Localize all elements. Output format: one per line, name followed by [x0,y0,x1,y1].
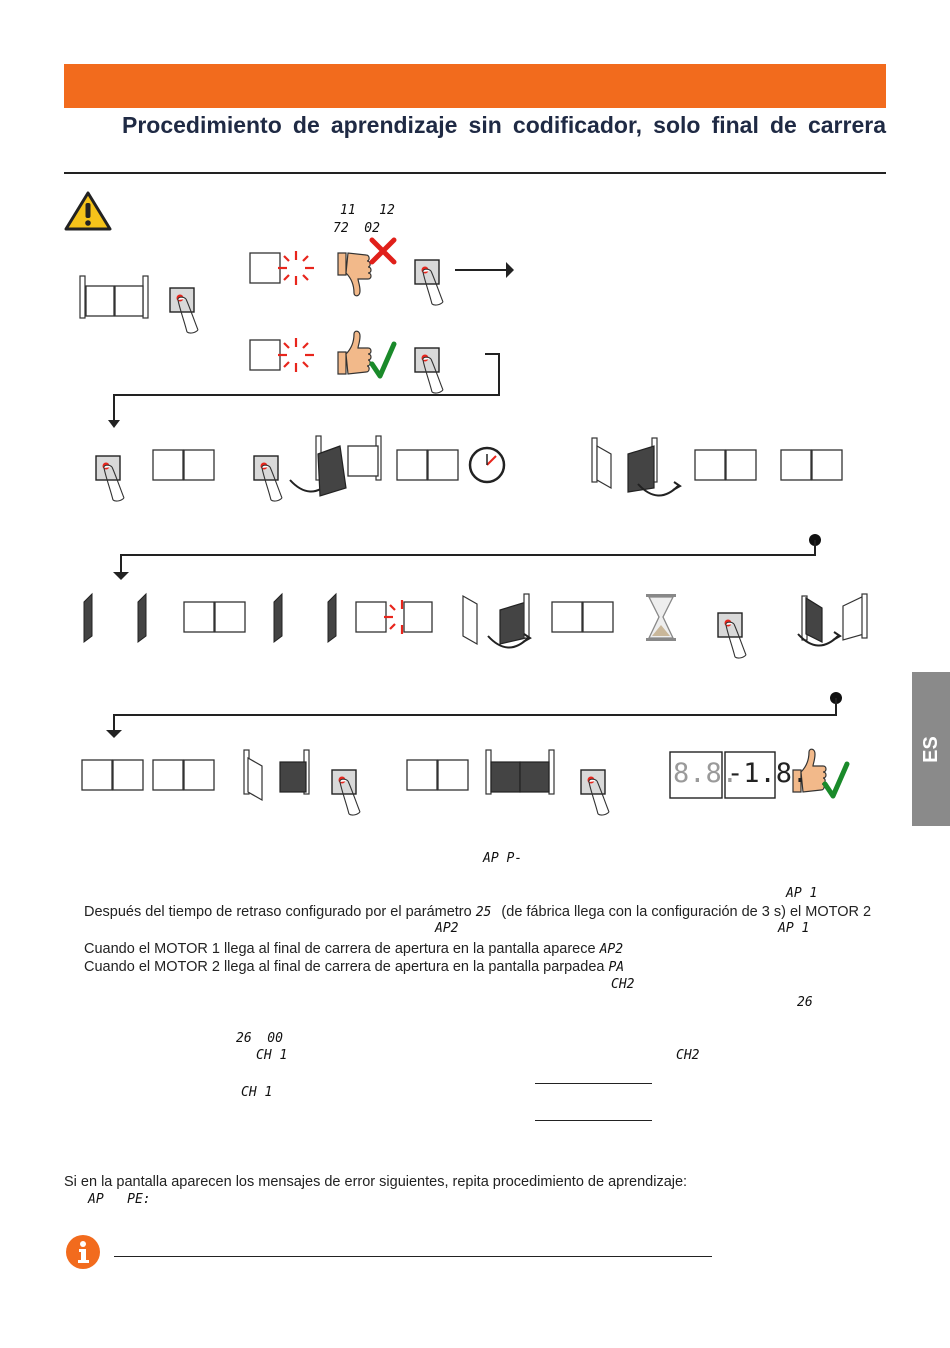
code-26: 26 [797,995,813,1010]
gate-leaf [138,594,146,642]
thumb-down-icon [338,253,371,296]
blink-display [356,600,432,634]
text-line: Cuando el MOTOR 1 llega al final de carrera de apertura en la pantalla aparece AP2 [84,941,624,957]
red-push-button-icon[interactable] [96,456,124,501]
gate-leaf [274,594,282,642]
gate-opening-motor2 [592,438,657,492]
red-push-button-icon[interactable] [254,456,282,501]
underline [535,1120,652,1121]
thumb-up-icon [338,331,371,374]
gate-half-closed [244,750,309,800]
closed-gate [82,760,143,790]
blink-display [250,251,314,285]
code-ap-dash: AP P- [483,851,523,866]
lcd-code: 11 12 [340,203,395,218]
red-cross-icon [372,240,394,262]
code-ch1: CH 1 [241,1085,273,1100]
gate-leaf [84,594,92,642]
gate-opening-motor1 [316,436,381,496]
clock-icon [470,448,504,482]
closed-gate [153,450,214,480]
text-line: Después del tiempo de retraso configurado por el parámetro 25 (de fábrica llega con la configuración de 3 s) el MOTOR 2 [84,904,872,920]
hourglass-icon [646,594,676,641]
closed-gate [80,276,148,318]
red-push-button-icon[interactable] [718,613,746,658]
blink-display [250,338,314,372]
red-push-button-icon[interactable] [415,348,443,393]
closed-gate [153,760,214,790]
gate-leaf [328,594,336,642]
code-ch2: CH2 [676,1048,700,1063]
closed-gate [695,450,756,480]
code-ap1: AP 1 [786,886,818,901]
page-title: Procedimiento de aprendizaje sin codificador, solo final de carrera [122,112,886,138]
closed-gate [184,602,245,632]
error-instructions: Si en la pantalla aparecen los mensajes de error siguientes, repita procedimiento de aprendizaje: [64,1174,688,1190]
gate-closing-motor1 [802,594,867,642]
red-push-button-icon[interactable] [332,770,360,815]
code-ch1: CH 1 [256,1048,288,1063]
closed-gate [552,602,613,632]
lcd-digits-left: 8.8. [673,758,739,789]
green-check-icon [372,344,394,376]
red-push-button-icon[interactable] [415,260,443,305]
red-push-button-icon[interactable] [170,288,198,333]
lcd-digits-right: -1.8. [727,758,809,789]
note-line [114,1256,712,1257]
closed-gate [407,760,468,790]
code-ap1: AP 1 [778,921,810,936]
code-26-00: 26 00 [236,1031,283,1046]
underline [535,1083,652,1084]
code-ap-pe: AP PE: [88,1192,151,1207]
green-check-icon [825,764,847,796]
red-push-button-icon[interactable] [581,770,609,815]
info-circle-icon [64,1233,102,1271]
language-tab[interactable]: ES [912,672,950,826]
closed-gate [781,450,842,480]
gate-fully-closed [486,750,554,794]
closed-gate [397,450,458,480]
gate-closing-motor2 [463,594,529,644]
code-ap2: AP2 [435,921,459,936]
code-ch2: CH2 [611,977,635,992]
text-line: Cuando el MOTOR 2 llega al final de carrera de apertura en la pantalla parpadea PA [84,959,625,975]
lcd-code: 72 02 [333,221,380,236]
